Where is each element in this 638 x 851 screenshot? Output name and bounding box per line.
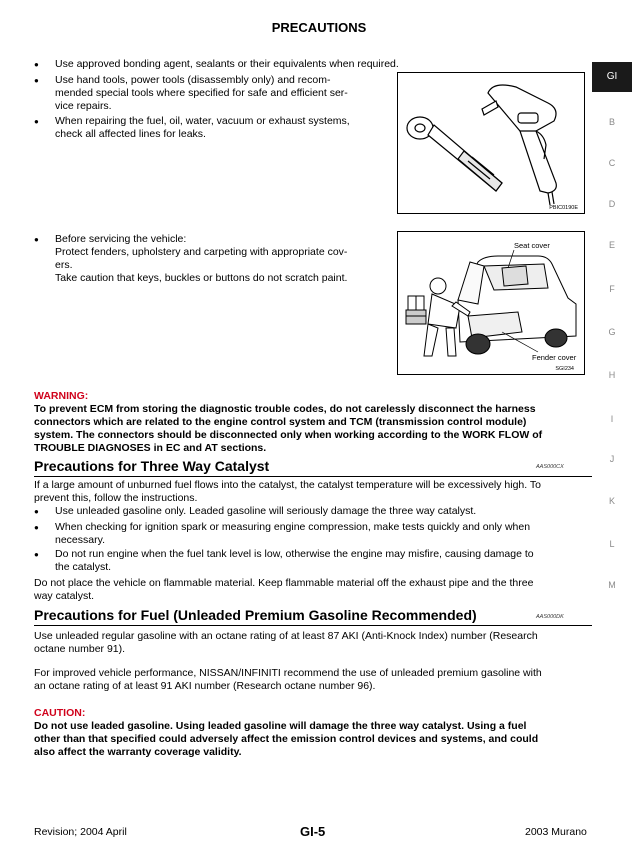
index-letter-d[interactable]: D [608, 199, 616, 209]
figure-code: SGI234 [555, 366, 574, 372]
page-title: PRECAUTIONS [271, 20, 367, 35]
index-letter-b[interactable]: B [608, 117, 615, 127]
list-item: ● Do not run engine when the fuel tank level is low, otherwise the engine may misfire, causing damage to the catalyst. [34, 548, 534, 573]
catalyst-intro: If a large amount of unburned fuel flows into the catalyst, the catalyst temperature will be excessively high. To prevent this, follow the instructions. [34, 479, 541, 504]
footer-page-number: GI-5 [300, 824, 326, 839]
index-letter-c[interactable]: C [608, 158, 616, 168]
catalyst-section-title: Precautions for Three Way Catalyst [34, 458, 270, 474]
index-letter-m[interactable]: M [608, 580, 616, 590]
wheel [545, 329, 567, 347]
index-letter-j[interactable]: J [609, 454, 615, 464]
index-letter-e[interactable]: E [608, 240, 615, 250]
list-item: ● Use unleaded gasoline only. Leaded gasoline will seriously damage the three way catalyst. [34, 505, 477, 517]
index-letter-h[interactable]: H [608, 370, 616, 380]
list-item: ● Use hand tools, power tools (disassembly only) and recom- mended special tools where specified for safe and efficient ser- vice repairs. [34, 74, 348, 112]
caution-text: Do not use leaded gasoline. Using leaded gasoline will damage the three way catalyst. Using a fuel other than that specified could adversely affect the emission control devices and systems, and could also affect the warranty coverage validity. [34, 720, 539, 758]
index-letter-g[interactable]: G [608, 327, 616, 337]
index-letter-k[interactable]: K [608, 496, 615, 506]
fuel-paragraph-1: Use unleaded regular gasoline with an octane rating of at least 87 AKI (Anti-Knock Index) number (Research octane number 91). [34, 630, 538, 655]
index-letter-l[interactable]: L [609, 539, 615, 549]
catalyst-outro: Do not place the vehicle on flammable material. Keep flammable material off the exhaust pipe and the three way catalyst. [34, 577, 534, 602]
bullet-icon: ● [34, 523, 39, 532]
bullet-icon: ● [34, 507, 39, 516]
warning-text: To prevent ECM from storing the diagnostic trouble codes, do not carelessly disconnect the harness connectors which are related to the engine control system and TCM (transmission control module) system. The connectors should be disconnected only when working according to the WORK FLOW of TROUBLE DIAGNOSES in EC and AT sections. [34, 403, 543, 454]
footer-model: 2003 Murano [525, 826, 587, 838]
vehicle-cover-figure [397, 231, 585, 375]
section-divider [34, 625, 592, 626]
fuel-paragraph-2: For improved vehicle performance, NISSAN/INFINITI recommend the use of unleaded premium gasoline with an octane rating of at least 91 AKI number (Research octane number 96). [34, 667, 542, 692]
footer-revision: Revision; 2004 April [34, 826, 127, 838]
seat-cover [502, 266, 528, 286]
mechanic-body [428, 294, 460, 328]
index-letter-f[interactable]: F [609, 284, 615, 294]
ratchet-and-impact-wrench-illustration [398, 73, 584, 213]
bullet-icon: ● [34, 235, 39, 244]
tool-box [406, 310, 426, 324]
list-item: ● Use approved bonding agent, sealants or their equivalents when required. [34, 58, 399, 70]
list-item: ● When checking for ignition spark or measuring engine compression, make tests quickly and only when necessary. [34, 521, 531, 546]
fuel-section-title: Precautions for Fuel (Unleaded Premium Gasoline Recommended) [34, 607, 477, 623]
bullet-icon: ● [34, 60, 39, 69]
ratchet-icon [407, 117, 502, 191]
list-item: ● Before servicing the vehicle: Protect fenders, upholstery and carpeting with appropriate cov- ers. Take caution that keys, buckles or buttons do not scratch paint. [34, 233, 348, 284]
bullet-icon: ● [34, 550, 39, 559]
bullet-icon: ● [34, 117, 39, 126]
bullet-icon: ● [34, 76, 39, 85]
wheel [466, 334, 490, 354]
list-item: ● When repairing the fuel, oil, water, vacuum or exhaust systems, check all affected lines for leaks. [34, 115, 350, 140]
index-tab-gi[interactable]: GI [592, 62, 632, 92]
catalyst-section-code: AAS000CX [536, 464, 564, 470]
seat-cover-label: Seat cover [514, 241, 550, 250]
index-letter-i[interactable]: I [610, 414, 614, 424]
figure-code: PBIC0190E [549, 205, 578, 211]
mechanic-head [430, 278, 446, 294]
fender-cover-label: Fender cover [532, 353, 577, 362]
tools-figure [397, 72, 585, 214]
warning-label: WARNING: [34, 390, 89, 402]
caution-label: CAUTION: [34, 707, 86, 719]
section-divider [34, 476, 592, 477]
fuel-section-code: AAS000DK [536, 614, 564, 620]
